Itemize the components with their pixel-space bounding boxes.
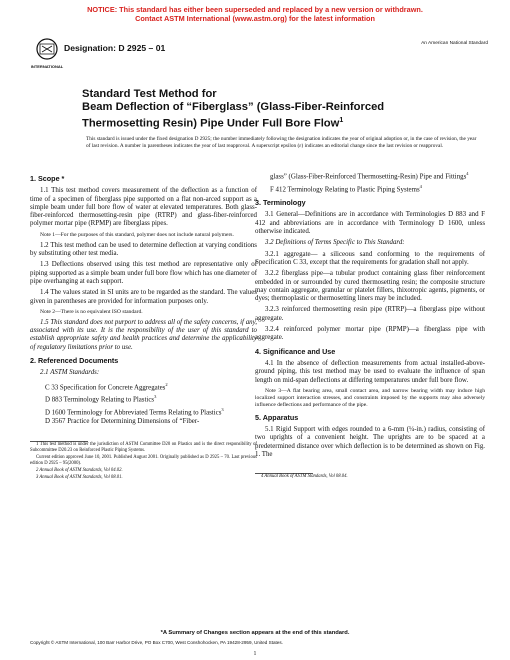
- ref-c33: C 33 Specification for Concrete Aggregates$^2$: [45, 381, 168, 391]
- notice-line-2: Contact ASTM International (www.astm.org) for the latest information: [135, 14, 375, 23]
- title-line-3: Thermosetting Resin) Pipe Under Full Bore Flow$^1$: [82, 117, 344, 130]
- para-1-2: 1.2 This test method can be used to determine deflection at varying conditions by substituting other test media.: [30, 241, 257, 258]
- issuance-note: This standard is issued under the fixed designation D 2925; the number immediately following the designation indicates the year of original adoption or, in the case of revision, the year of last revision. A number in parentheses indicates the year of last reapproval. A superscript epsilon (ε) indicates an editorial change since the last revision or reapproval.: [86, 136, 477, 149]
- footnote-3: 3 Annual Book of ASTM Standards, Vol 08.01.: [36, 474, 123, 480]
- footnote-1b: Current edition approved June 10, 2001. Published August 2001. Originally published as D 2925 – 70. Last previous edition D 2925 – 95(2000).: [30, 454, 257, 466]
- section-terminology-heading: 3. Terminology: [255, 198, 306, 208]
- left-column: [30, 170, 257, 482]
- right-footnotes: [255, 474, 485, 480]
- american-national-standard: An American National Standard: [421, 41, 488, 46]
- title-line-2: Beam Deflection of “Fiberglass” (Glass-Fiber-Reinforced: [82, 101, 385, 113]
- para-3-1: 3.1 General—Definitions are in accordance with Terminologies D 883 and F 412 and abbreviations are in accordance with Terminology D 1600, unless otherwise indicated.: [255, 211, 485, 236]
- withdrawal-notice: [0, 5, 510, 23]
- left-footnotes: [30, 442, 257, 481]
- para-5-1: 5.1 Rigid Support with edges rounded to a 6-mm (¼-in.) radius, consisting of two uprights of a convenient height. The uprights are to be spaced at a predetermined distance over which deflection is to be determined as shown on Fig. 1. The: [255, 426, 485, 459]
- title-line-1: Standard Test Method for: [82, 88, 217, 100]
- section-references-heading: 2. Referenced Documents: [30, 356, 119, 366]
- section-apparatus-heading: 5. Apparatus: [255, 412, 299, 422]
- note-2: Note 2—There is no equivalent ISO standard.: [40, 308, 143, 315]
- note-1: Note 1—For the purposes of this standard, polymer does not include natural polymers.: [40, 231, 234, 238]
- para-3-2-3: 3.2.3 reinforced thermosetting resin pipe (RTRP)—a fiberglass pipe without aggregate.: [255, 306, 485, 322]
- astm-logo: [30, 38, 64, 78]
- ref-d1600: D 1600 Terminology for Abbreviated Terms Relating to Plastics$^3$: [45, 406, 224, 417]
- document-title: [82, 88, 482, 131]
- para-2-1: 2.1 ASTM Standards:: [40, 369, 100, 377]
- para-4-1: 4.1 In the absence of deflection measurements from actual installed-above-ground piping, this test method may be used to evaluate the influence of span length on mid-span deflections at differing temperatures under full bore flow.: [255, 359, 485, 384]
- footnote-2: 2 Annual Book of ASTM Standards, Vol 04.02.: [36, 467, 123, 473]
- para-1-1: 1.1 This test method covers measurement of the deflection as a function of time of a specimen of fiberglass pipe supported on a flat non-arced support as a simple beam under full bore flow of water at elevated temperatures. Both glass-fiber-reinforced thermosetting-resin pipe (RTRP) and glass-fiber-reinforced polymer mortar pipe (RPMP) are fiberglass pipes.: [30, 187, 257, 228]
- notice-line-1: NOTICE: This standard has either been superseded and replaced by a new version or withdrawn.: [87, 5, 423, 14]
- ref-d883: D 883 Terminology Relating to Plastics$^3$: [45, 394, 157, 404]
- para-1-4: 1.4 The values stated in SI units are to be regarded as the standard. The values given in parentheses are provided for information purposes only.: [30, 289, 257, 305]
- footnote-4: 4 Annual Book of ASTM Standards, Vol 08.04.: [261, 474, 348, 480]
- note-3: Note 3—A flat bearing area, small contact area, and narrow bearing width may induce high localized support interaction stresses, and constraints imposed by the supports may also adversely influence deflections and performance of the pipe.: [255, 387, 485, 408]
- section-significance-heading: 4. Significance and Use: [255, 346, 336, 356]
- ref-d3567: D 3567 Practice for Determining Dimensions of “Fiber-: [45, 418, 200, 426]
- para-1-3: 1.3 Deflections observed using this test method are representative only of piping supported as a simple beam under full bore flow which has one diameter of pipe overhanging at each support.: [30, 261, 257, 285]
- para-1-5: 1.5 This standard does not purport to address all of the safety concerns, if any, associated with its use. It is the responsibility of the user of this standard to establish appropriate safety and health practices and determine the applicability of regulatory limitations prior to use.: [30, 318, 257, 351]
- ref-f412: F 412 Terminology Relating to Plastic Piping Systems$^4$: [270, 183, 422, 193]
- para-3-2-1: 3.2.1 aggregate— a siliceous sand conforming to the requirements of Specification C 33, except that the requirements for gradation shall not apply.: [255, 250, 485, 266]
- designation: Designation: D 2925 – 01: [64, 43, 166, 53]
- para-3-2: 3.2 Definitions of Terms Specific to This Standard:: [265, 239, 405, 247]
- page-number: 1: [253, 651, 257, 657]
- para-3-2-4: 3.2.4 reinforced polymer mortar pipe (RPMP)—a fiberglass pipe with aggregate.: [255, 326, 485, 342]
- ref-d3567-cont: glass” (Glass-Fiber-Reinforced Thermosetting-Resin) Pipe and Fittings$^4$: [270, 171, 469, 181]
- right-column: [255, 170, 485, 481]
- para-3-2-2: 3.2.2 fiberglass pipe—a tubular product containing glass fiber reinforcement embedded in or surrounded by cured thermosetting resin; the composite structure may contain aggregate, granular or platelet fillers, thixotropic agents, pigments, or dyes; thermoplastic or thermosetting liners may be included.: [255, 270, 485, 303]
- footnote-1: 1 This test method is under the jurisdiction of ASTM Committee D20 on Plastics and is the direct responsibility of Subcommittee D20.23 on Reinforced Plastic Piping Systems.: [30, 441, 257, 453]
- summary-of-changes-note: *A Summary of Changes section appears at the end of this standard.: [160, 630, 350, 636]
- logo-text: INTERNATIONAL: [30, 64, 64, 69]
- copyright: Copyright © ASTM International, 100 Barr Harbor Drive, PO Box C700, West Conshohocken, PA 19428-2959, United States.: [30, 640, 283, 645]
- section-scope-heading: 1. Scope *: [30, 174, 65, 183]
